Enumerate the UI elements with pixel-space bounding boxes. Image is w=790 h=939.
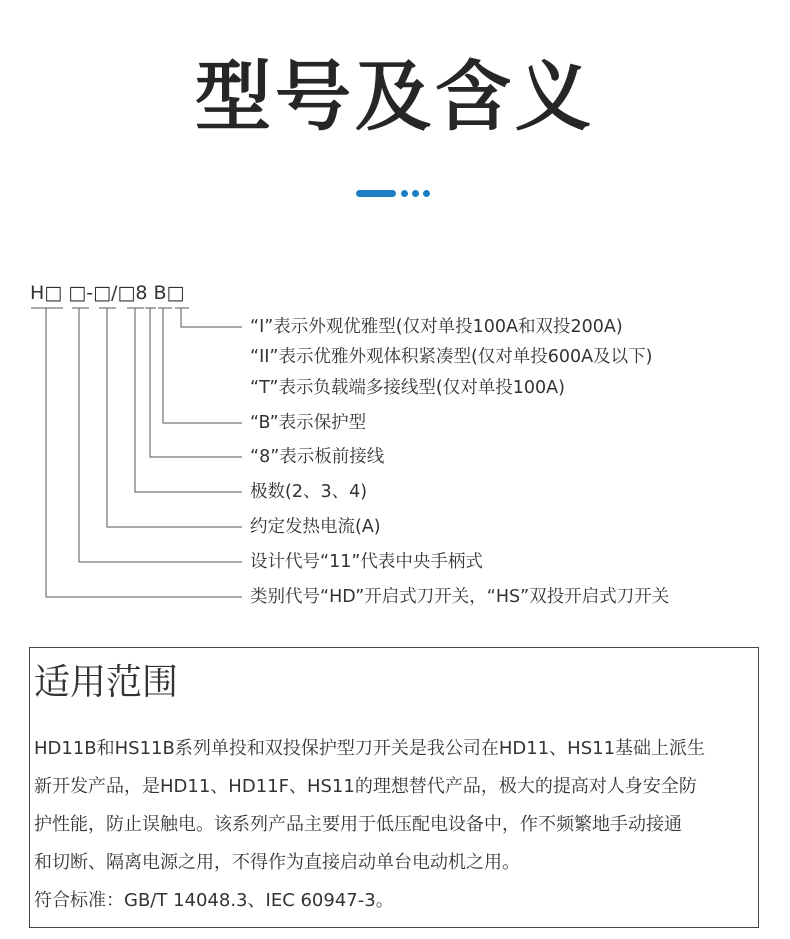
leader-design <box>79 308 242 562</box>
scope-line: HD11B和HS11B系列单投和双投保护型刀开关是我公司在HD11、HS11基础上派生 <box>34 738 706 759</box>
desc-protection: “B”表示保护型 <box>250 413 367 433</box>
desc-design-code: 设计代号“11”代表中央手柄式 <box>250 552 483 572</box>
desc-type-i: “I”表示外观优雅型(仅对单投100A和双投200A) <box>250 317 623 337</box>
desc-current: 约定发热电流(A) <box>250 517 381 537</box>
leader-8 <box>150 308 242 457</box>
scope-line: 和切断、隔离电源之用，不得作为直接启动单台电动机之用。 <box>34 852 520 873</box>
model-code: H□ □-□/□8 B□ <box>30 282 185 304</box>
scope-line: 新开发产品，是HD11、HD11F、HS11的理想替代产品，极大的提高对人身安全防 <box>34 776 697 797</box>
scope-box <box>29 647 759 928</box>
leader-current <box>107 308 242 527</box>
leader-type <box>181 308 242 327</box>
desc-type-t: “T”表示负载端多接线型(仅对单投100A) <box>250 378 565 398</box>
scope-standard: 符合标准：GB/T 14048.3、IEC 60947-3。 <box>34 890 394 911</box>
scope-line: 护性能，防止误触电。该系列产品主要用于低压配电设备中，作不频繁地手动接通 <box>34 814 682 835</box>
desc-poles: 极数(2、3、4) <box>250 482 368 502</box>
leader-poles <box>135 308 242 492</box>
desc-front-wiring: “8”表示板前接线 <box>250 447 385 467</box>
leader-category <box>46 308 242 597</box>
page-title: 型号及含义 <box>195 52 595 141</box>
leader-b <box>163 308 242 423</box>
desc-category-code: 类别代号“HD”开启式刀开关，“HS”双投开启式刀开关 <box>250 587 670 607</box>
scope-body <box>34 730 760 920</box>
desc-type-ii: “II”表示优雅外观体积紧凑型(仅对单投600A及以下) <box>250 347 653 367</box>
scope-title: 适用范围 <box>34 662 179 703</box>
